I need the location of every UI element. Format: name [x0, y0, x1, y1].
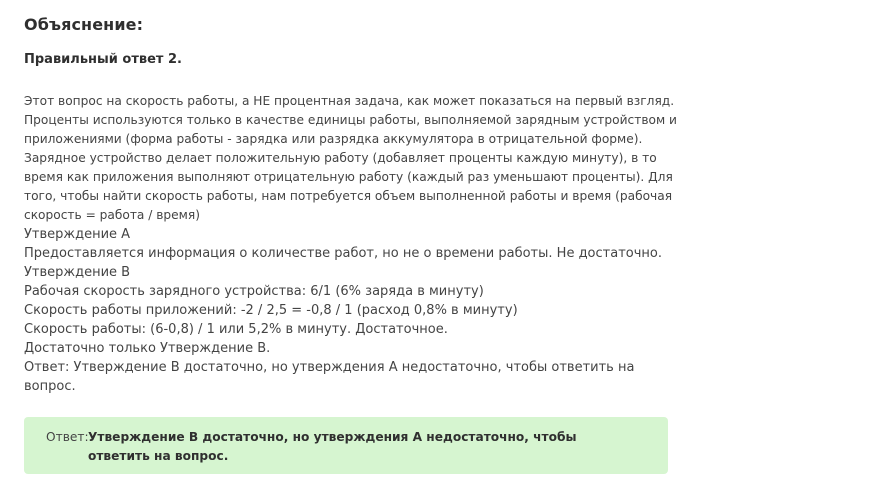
charger-rate-line: Рабочая скорость зарядного устройства: 6/1 (6% заряда в минуту)	[24, 284, 484, 299]
net-rate-line: Скорость работы: (6-0,8) / 1 или 5,2% в минуту. Достаточное.	[24, 322, 448, 337]
correct-answer-text: Правильный ответ 2.	[24, 52, 182, 67]
answer-label: Ответ:	[46, 430, 89, 444]
only-b-line: Достаточно только Утверждение B.	[24, 341, 271, 356]
final-answer-line: Ответ: Утверждение B достаточно, но утверждения A недостаточно, чтобы ответить на вопрос.	[24, 360, 635, 394]
answer-text: Утверждение B достаточно, но утверждения A недостаточно, чтобы ответить на вопрос.	[88, 430, 577, 463]
explanation-body	[24, 92, 677, 396]
answer-box	[24, 417, 668, 474]
explanation-intro: Этот вопрос на скорость работы, а НЕ процентная задача, как может показаться на первый взгляд. Проценты используются только в качестве единицы работы, выполняемой зарядным устройством и приложениями (форма работы - зарядка или разрядка аккумулятора в отрицательной форме). Зарядное устройство делает положительную работу (добавляет проценты каждую минуту), в то время как приложения выполняют отрицательную работу (каждый раз уменьшают проценты). Для того, чтобы найти скорость работы, нам потребуется объем выполненной работы и время (рабочая скорость = работа / время)	[24, 94, 677, 222]
statement-b-title: Утверждение B	[24, 265, 131, 280]
explanation-heading: Объяснение:	[24, 15, 144, 34]
apps-rate-line: Скорость работы приложений: -2 / 2,5 = -0,8 / 1 (расход 0,8% в минуту)	[24, 303, 518, 318]
statement-a-text: Предоставляется информация о количестве работ, но не о времени работы. Не достаточно.	[24, 246, 662, 261]
statement-a-title: Утверждение A	[24, 227, 131, 242]
